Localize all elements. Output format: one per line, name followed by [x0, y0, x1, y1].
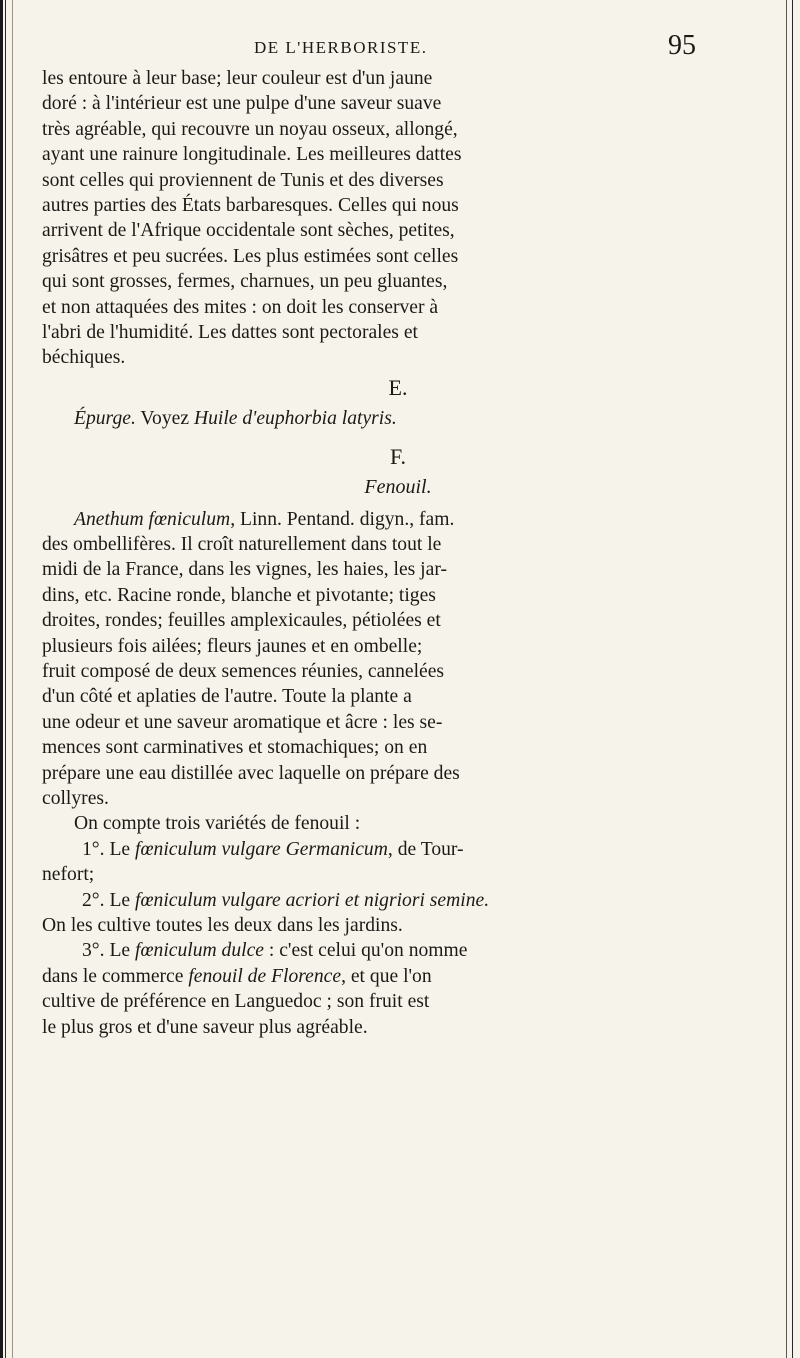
text-line: [42, 964, 754, 989]
text-line: le plus gros et d'une saveur plus agréable.: [42, 1016, 368, 1038]
variety-3: [42, 938, 754, 963]
epurge-entry: [42, 406, 754, 431]
text-line: plusieurs fois ailées; fleurs jaunes et en ombelle;: [42, 635, 423, 657]
latin-name: Anethum fœniculum: [74, 508, 231, 530]
text-line: ayant une rainure longitudinale. Les meilleures dattes: [42, 144, 462, 166]
text-line: midi de la France, dans les vignes, les haies, les jar-: [42, 559, 447, 581]
entry-title-epurge: Épurge.: [74, 408, 136, 430]
text-fragment: Le: [109, 838, 131, 860]
binding-gutter: [0, 0, 30, 1358]
text-fragment: , de Tour-: [387, 838, 464, 860]
dattes-paragraph: [42, 66, 754, 1040]
text-fragment: , Linn. Pentand. digyn., fam.: [230, 508, 455, 530]
variety-number: 1°.: [82, 838, 105, 860]
variety-1: [42, 837, 754, 862]
text-line: doré : à l'intérieur est une pulpe d'une saveur suave: [42, 93, 442, 115]
text-fragment: Le: [109, 889, 131, 911]
variety-number: 3°.: [82, 940, 105, 962]
book-page: [42, 30, 754, 1040]
text-line: grisâtres et peu sucrées. Les plus estimées sont celles: [42, 245, 459, 267]
text-line: dins, etc. Racine ronde, blanche et pivotante; tiges: [42, 584, 436, 606]
text-line: fruit composé de deux semences réunies, cannelées: [42, 660, 445, 682]
text-line: collyres.: [42, 787, 109, 809]
running-head: DE L'HERBORISTE.: [254, 38, 428, 57]
variety-name: fœniculum vulgare acriori et nigriori semine.: [135, 889, 490, 911]
text-line: autres parties des États barbaresques. Celles qui nous: [42, 195, 459, 217]
see-also-label: Voyez: [140, 408, 190, 430]
text-line: nefort;: [42, 864, 95, 886]
text-line: qui sont grosses, fermes, charnues, un peu gluantes,: [42, 271, 448, 293]
text-line: une odeur et une saveur aromatique et âcre : les se-: [42, 711, 443, 733]
variety-name: fœniculum dulce: [135, 940, 264, 962]
text-line: cultive de préférence en Languedoc ; son fruit est: [42, 991, 430, 1013]
text-line: [42, 507, 754, 532]
text-line: mences sont carminatives et stomachiques; on en: [42, 737, 428, 759]
text-line: droites, rondes; feuilles amplexicaules, pétiolées et: [42, 610, 441, 632]
text-fragment: : c'est celui qu'on nomme: [263, 940, 468, 962]
variety-2: [42, 888, 754, 913]
text-line: l'abri de l'humidité. Les dattes sont pectorales et: [42, 322, 418, 344]
text-line: béchiques.: [42, 347, 126, 369]
text-line: les entoure à leur base; leur couleur est d'un jaune: [42, 68, 433, 89]
text-line: prépare une eau distillée avec laquelle on prépare des: [42, 762, 460, 784]
text-line: arrivent de l'Afrique occidentale sont sèches, petites,: [42, 220, 455, 242]
page-edge: [778, 0, 800, 1358]
page-number: 95: [668, 30, 696, 61]
varieties-intro: On compte trois variétés de fenouil :: [74, 813, 361, 835]
cross-reference: Huile d'euphorbia latyris.: [193, 408, 397, 430]
text-line: très agréable, qui recouvre un noyau osseux, allongé,: [42, 118, 458, 140]
text-fragment: dans le commerce: [42, 965, 184, 987]
variety-number: 2°.: [82, 889, 105, 911]
variety-name: fenouil de Florence: [188, 965, 342, 987]
text-line: des ombellifères. Il croît naturellement dans tout le: [42, 533, 442, 555]
text-line: sont celles qui proviennent de Tunis et des diverses: [42, 169, 444, 191]
page-header: [42, 30, 754, 66]
text-line: et non attaquées des mites : on doit les conserver à: [42, 296, 439, 318]
entry-title-fenouil: Fenouil.: [364, 476, 432, 499]
section-letter-e: E.: [388, 374, 408, 400]
text-line: On les cultive toutes les deux dans les jardins.: [42, 915, 403, 936]
text-line: d'un côté et aplaties de l'autre. Toute la plante a: [42, 686, 412, 708]
section-letter-f: F.: [390, 443, 406, 469]
text-fragment: Le: [109, 940, 131, 962]
text-fragment: , et que l'on: [341, 965, 432, 987]
variety-name: fœniculum vulgare Germanicum: [135, 838, 388, 860]
